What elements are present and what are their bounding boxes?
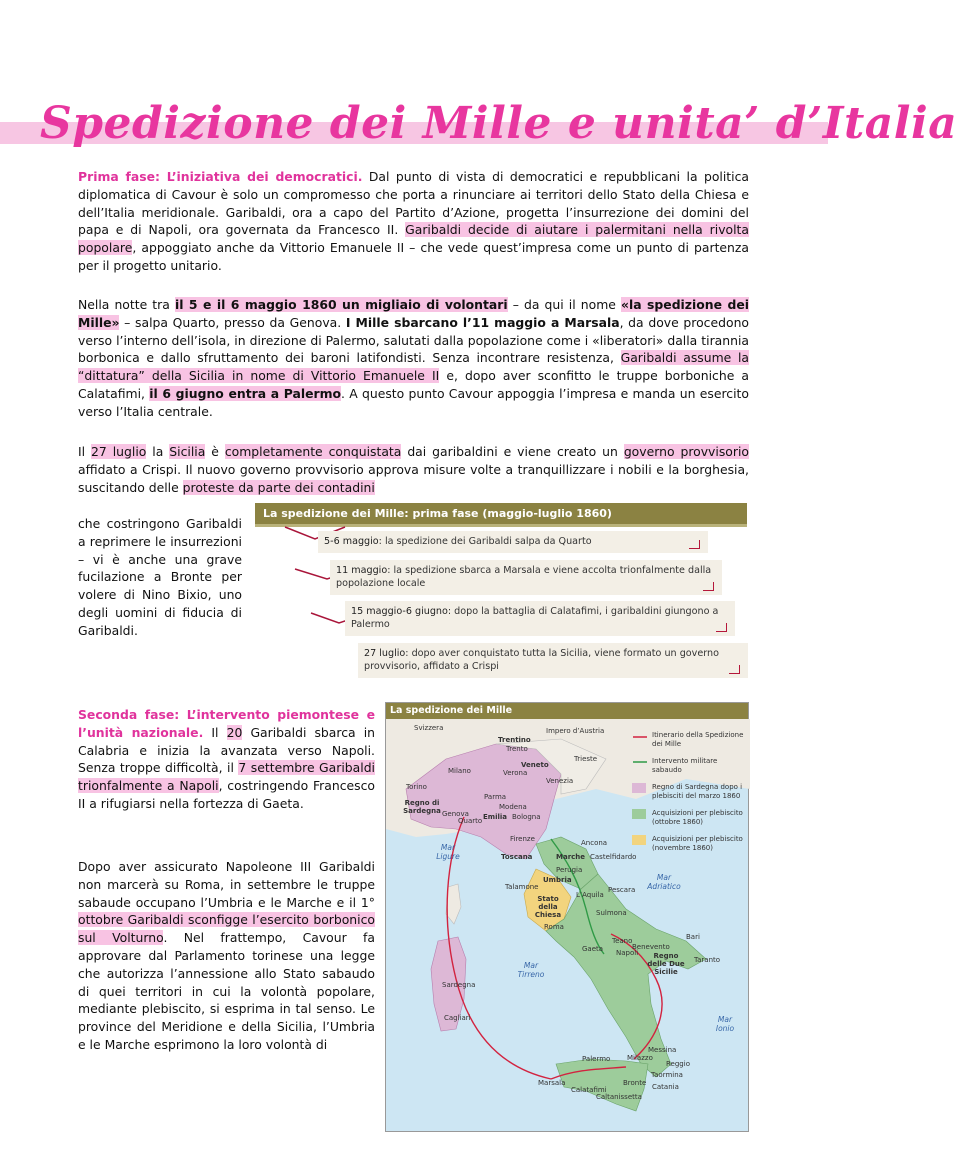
map-spedizione [385, 702, 749, 1132]
label-ancona: Ancona [581, 839, 608, 847]
highlight: 20 [226, 724, 243, 740]
highlight: proteste da parte dei contadini [182, 479, 375, 495]
label-trieste: Trieste [574, 755, 598, 763]
event-text: : dopo la battaglia di Calatafimi, i garibaldini giungono a Palermo [351, 606, 719, 630]
event-text: : la spedizione dei Garibaldi salpa da Quarto [378, 536, 592, 547]
event-date: 11 maggio [336, 565, 388, 576]
label-toscana: Toscana [501, 853, 533, 861]
label-trento: Trento [506, 745, 528, 753]
highlight: governo provvisorio [623, 444, 749, 459]
highlight: il 6 giugno entra a Palermo [149, 385, 342, 401]
label-benevento: Benevento [632, 943, 670, 951]
label-torino: Torino [406, 783, 427, 791]
legend-itinerario: Itinerario della Spedizione dei Mille [652, 731, 744, 748]
label-svizzera: Svizzera [414, 724, 444, 732]
text: che costringono Garibaldi a reprimere le insurrezioni – vi è anche una grave fucilazione a Bronte per volere di Nino Bixio, uno degli uomini di fiducia di Garibaldi. [78, 516, 242, 638]
label-bologna: Bologna [512, 813, 541, 821]
label-perugia: Perugia [556, 866, 583, 874]
label-milazzo: Milazzo [627, 1054, 653, 1062]
label-teano: Teano [612, 937, 633, 945]
label-calatafimi: Calatafimi [571, 1086, 607, 1094]
label-marche: Marche [556, 853, 586, 861]
bold-text: I Mille sbarcano l’11 maggio a Marsala [345, 314, 620, 330]
label-firenze: Firenze [510, 835, 535, 843]
highlight: ottobre Garibaldi sconfigge l’esercito borbonico sul Volturno [78, 912, 375, 946]
label-napoli: Napoli [616, 949, 639, 957]
legend-intervento: Intervento militare sabaudo [652, 757, 718, 774]
label-taranto: Taranto [694, 956, 721, 964]
label-reggio: Reggio [666, 1060, 690, 1068]
label-austria: Impero d’Austria [546, 727, 605, 735]
paragraph-volturno [78, 858, 375, 1054]
label-caltanissetta: Caltanissetta [596, 1093, 642, 1101]
label-regno-sardegna: Regno di Sardegna [403, 799, 441, 815]
label-castelfidardo: Castelfidardo [590, 853, 637, 861]
timeline-event-4 [358, 643, 748, 678]
label-genova: Genova [442, 810, 469, 818]
timeline-title: La spedizione dei Mille: prima fase (maggio-luglio 1860) [255, 503, 747, 524]
text: affidato a Crispi. Il nuovo governo provvisorio approva misure volte a tranquillizzare i nobili e la borghesia, suscitando delle [78, 461, 749, 495]
text: Dal punto di vista di democratici e repubblicani la politica diplomatica di Cavour è solo un compromesso che porta a rinunciare ai territori dello Stato della Chiesa e dell’Italia meridionale. Garibaldi, ora a capo del Partito d’Azione, progetta l’insurrezione dei domini del papa e di Napoli, ora governata da Francesco II. [78, 169, 750, 238]
highlight: completamente conquistata [224, 444, 402, 459]
label-bari: Bari [686, 933, 700, 941]
timeline-event-1 [318, 531, 708, 553]
highlight: Garibaldi decide di aiutare i palermitani nella rivolta popolare [78, 222, 749, 256]
highlight: «la spedizione dei Mille» [78, 297, 749, 330]
legend-swatch-novembre [632, 835, 646, 845]
label-mar-ligure: Mar Ligure [436, 843, 460, 861]
paragraph-sicilia-cont [78, 515, 242, 640]
label-palermo: Palermo [582, 1055, 611, 1063]
label-venezia: Venezia [546, 777, 574, 785]
event-date: 5-6 maggio [324, 536, 379, 547]
label-mar-tirreno: Mar Tirreno [517, 961, 545, 979]
text: . A questo punto Cavour appoggia l’impresa e manda un esercito verso l’Italia centrale. [78, 385, 749, 419]
legend-lines [632, 731, 648, 771]
highlight: Garibaldi assume la “dittatura” della Sicilia in nome di Vittorio Emanuele II [78, 350, 750, 384]
text: Il [78, 444, 92, 459]
label-roma: Roma [544, 923, 564, 931]
map-title: La spedizione dei Mille [386, 703, 748, 719]
legend-regno-sardegna: Regno di Sardegna dopo i plebisciti del marzo 1860 [652, 783, 743, 800]
text: la [146, 444, 170, 459]
page-title: Spedizione dei Mille e unita’ d’Italia [40, 98, 957, 149]
text: è [205, 444, 225, 459]
legend-novembre: Acquisizioni per plebiscito (novembre 1860) [652, 835, 743, 852]
label-marsala: Marsala [538, 1079, 566, 1087]
paragraph-seconda-fase [78, 706, 375, 813]
label-cagliari: Cagliari [444, 1014, 471, 1022]
text: Garibaldi sbarca in Calabria e inizia la avanzata verso Napoli. Senza troppe difficoltà, il [78, 724, 375, 776]
event-date: 15 maggio-6 giugno [351, 606, 448, 617]
text: Dopo aver assicurato Napoleone III Garibaldi non marcerà su Roma, in settembre le truppe sabaude occupano l’Umbria e le Marche e il 1° [78, 859, 375, 910]
label-mar-adriatico: Mar Adriatico [647, 873, 681, 891]
heading-seconda-fase: Seconda fase: L’intervento piemontese e l’unità nazionale. [78, 707, 375, 740]
event-text: : dopo aver conquistato tutta la Sicilia, viene formato un governo provvisorio, affidato a Crispi [364, 648, 719, 672]
paragraph-sicilia [78, 443, 749, 496]
label-milano: Milano [448, 767, 471, 775]
highlight: Sicilia [169, 444, 206, 459]
label-due-sicilie: Regno delle Due Sicilie [647, 952, 685, 976]
label-laquila: L’Aquila [576, 891, 604, 899]
text: – da qui il nome [507, 297, 621, 312]
label-talamone: Talamone [505, 883, 539, 891]
legend-swatch-ottobre [632, 809, 646, 819]
label-bronte: Bronte [623, 1079, 647, 1087]
legend-swatch-sardegna [632, 783, 646, 793]
text: . Nel frattempo, Cavour fa approvare dal Parlamento torinese una legge che autorizza l’annessione allo Stato sabaudo di quei territori in cui la volontà popolare, mediante plebiscito, si esprima in tal senso. Le province del Meridione e della Sicilia, l’Umbria e le Marche esprimono la loro volontà di [78, 930, 375, 1052]
label-verona: Verona [503, 769, 528, 777]
label-pescara: Pescara [608, 886, 636, 894]
highlight: 7 settembre Garibaldi trionfalmente a Napoli [78, 760, 375, 794]
highlight: il 5 e il 6 maggio 1860 un migliaio di volontari [174, 297, 508, 312]
timeline-event-2 [330, 560, 722, 595]
legend-ottobre: Acquisizioni per plebiscito (ottobre 1860) [652, 809, 743, 826]
paragraph-prima-fase [78, 168, 749, 275]
label-messina: Messina [648, 1046, 677, 1054]
timeline-event-3 [345, 601, 735, 636]
text: , da dove procedono verso l’interno dell’isola, in direzione di Palermo, salutati dalla popolazione come i «liberatori» dalla tirannia borbonica e dallo sfruttamento dei baroni latifondisti. Senza incontrare resistenza, [78, 314, 749, 366]
label-umbria: Umbria [543, 876, 572, 884]
label-veneto: Veneto [521, 761, 549, 769]
label-trentino: Trentino [498, 736, 531, 744]
text: Nella notte tra [78, 297, 175, 312]
label-sardegna: Sardegna [442, 981, 476, 989]
highlight: 27 luglio [91, 444, 147, 459]
label-sulmona: Sulmona [596, 909, 627, 917]
label-catania: Catania [652, 1083, 679, 1091]
event-text: : la spedizione sbarca a Marsala e viene accolta trionfalmente dalla popolazione locale [336, 565, 712, 589]
text: , appoggiato anche da Vittorio Emanuele II – che vede quest’impresa come un punto di partenza per il progetto unitario. [78, 240, 749, 273]
label-quarto: Quarto [458, 817, 483, 825]
label-gaeta: Gaeta [582, 945, 604, 953]
label-modena: Modena [499, 803, 527, 811]
paragraph-spedizione [78, 296, 749, 421]
text: – salpa Quarto, presso da Genova. [119, 314, 346, 330]
label-taormina: Taormina [651, 1071, 683, 1079]
event-date: 27 luglio [364, 648, 406, 659]
text: e, dopo aver sconfitto le truppe borboniche a Calatafimi, [78, 368, 749, 401]
label-parma: Parma [484, 793, 507, 801]
label-stato-chiesa: Stato della Chiesa [534, 895, 562, 919]
label-emilia: Emilia [483, 813, 507, 821]
text: dai garibaldini e viene creato un [401, 444, 624, 459]
label-mar-ionio: Mar Ionio [715, 1015, 735, 1033]
text: Il [203, 724, 227, 740]
heading-prima-fase: Prima fase: L’iniziativa dei democratici. [78, 169, 363, 184]
text: , costringendo Francesco II a rifugiarsi nella fortezza di Gaeta. [78, 778, 376, 811]
